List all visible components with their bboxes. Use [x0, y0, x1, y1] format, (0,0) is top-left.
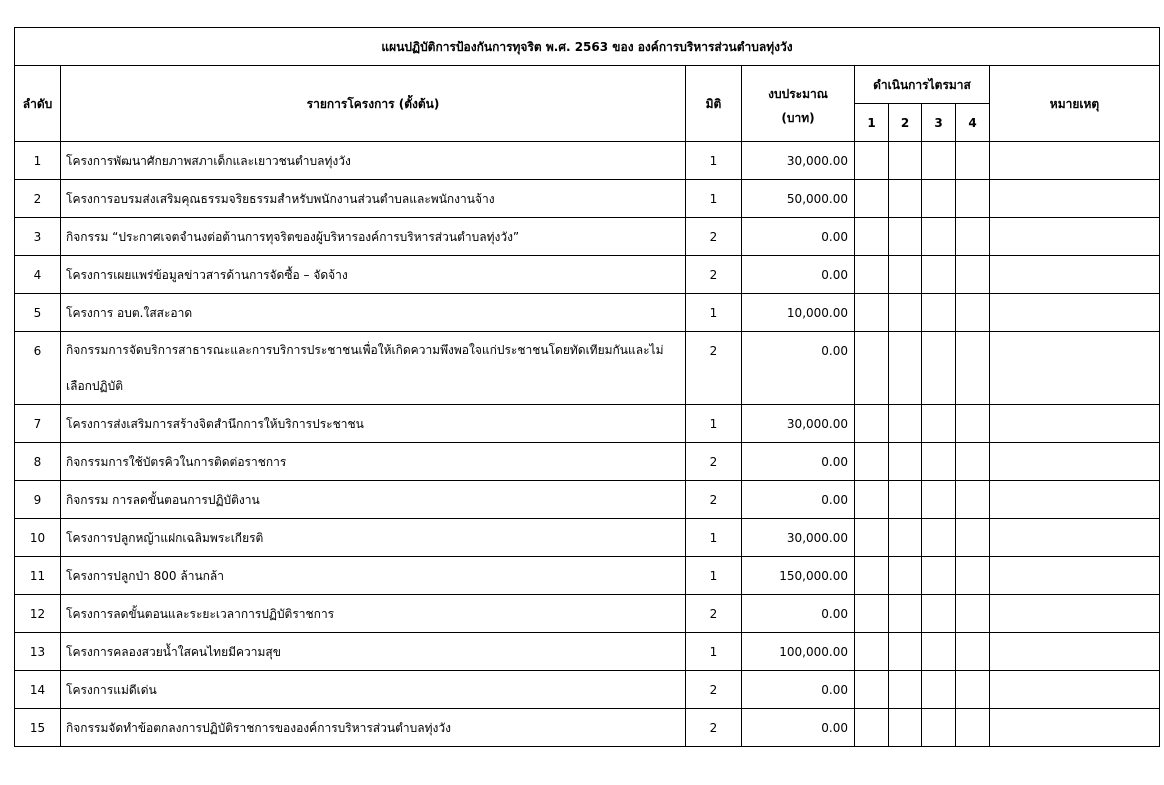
row-number: 13: [15, 633, 61, 671]
quarter-3-cell: [922, 481, 956, 519]
remarks-cell: [990, 443, 1160, 481]
budget-value: 10,000.00: [742, 294, 855, 332]
row-number: 9: [15, 481, 61, 519]
table-body: [15, 142, 1160, 747]
quarter-4-cell: [956, 595, 990, 633]
quarter-4-cell: [956, 142, 990, 180]
header-no: ลำดับ: [15, 66, 61, 142]
remarks-cell: [990, 595, 1160, 633]
budget-value: 0.00: [742, 443, 855, 481]
quarter-2-cell: [889, 671, 922, 709]
dimension-value: 2: [686, 595, 742, 633]
quarter-1-cell: [855, 256, 889, 294]
budget-value: 50,000.00: [742, 180, 855, 218]
quarter-3-cell: [922, 332, 956, 405]
quarter-3-cell: [922, 709, 956, 747]
remarks-cell: [990, 180, 1160, 218]
quarter-2-cell: [889, 519, 922, 557]
header-q1: 1: [855, 104, 889, 142]
header-q3: 3: [922, 104, 956, 142]
table-row: [15, 595, 1160, 633]
quarter-1-cell: [855, 671, 889, 709]
quarter-1-cell: [855, 218, 889, 256]
dimension-value: 1: [686, 519, 742, 557]
remarks-cell: [990, 633, 1160, 671]
remarks-cell: [990, 405, 1160, 443]
quarter-2-cell: [889, 332, 922, 405]
project-name: โครงการพัฒนาศักยภาพสภาเด็กและเยาวชนตำบลทุ่งวัง: [61, 142, 686, 180]
quarter-2-cell: [889, 709, 922, 747]
plan-table: [14, 27, 1160, 747]
quarter-2-cell: [889, 633, 922, 671]
budget-value: 100,000.00: [742, 633, 855, 671]
row-number: 8: [15, 443, 61, 481]
remarks-cell: [990, 709, 1160, 747]
dimension-value: 1: [686, 294, 742, 332]
quarter-2-cell: [889, 443, 922, 481]
quarter-3-cell: [922, 405, 956, 443]
dimension-value: 1: [686, 142, 742, 180]
quarter-3-cell: [922, 180, 956, 218]
table-row: [15, 405, 1160, 443]
table-row: [15, 481, 1160, 519]
project-name: โครงการปลูกหญ้าแฝกเฉลิมพระเกียรติ: [61, 519, 686, 557]
remarks-cell: [990, 671, 1160, 709]
quarter-1-cell: [855, 519, 889, 557]
row-number: 11: [15, 557, 61, 595]
quarter-1-cell: [855, 332, 889, 405]
table-row: [15, 256, 1160, 294]
table-row: [15, 218, 1160, 256]
document-title: แผนปฏิบัติการป้องกันการทุจริต พ.ศ. 2563 ของ องค์การบริหารส่วนตำบลทุ่งวัง: [15, 28, 1160, 66]
quarter-2-cell: [889, 294, 922, 332]
project-name: โครงการส่งเสริมการสร้างจิตสำนึกการให้บริการประชาชน: [61, 405, 686, 443]
budget-value: 0.00: [742, 709, 855, 747]
header-name: รายการโครงการ (ตั้งต้น): [61, 66, 686, 142]
quarter-4-cell: [956, 256, 990, 294]
quarter-3-cell: [922, 595, 956, 633]
row-number: 15: [15, 709, 61, 747]
quarter-2-cell: [889, 256, 922, 294]
budget-value: 0.00: [742, 671, 855, 709]
quarter-4-cell: [956, 443, 990, 481]
header-quarters: ดำเนินการไตรมาส: [855, 66, 990, 104]
quarter-1-cell: [855, 557, 889, 595]
remarks-cell: [990, 481, 1160, 519]
table-row: [15, 709, 1160, 747]
quarter-4-cell: [956, 519, 990, 557]
budget-value: 0.00: [742, 218, 855, 256]
quarter-1-cell: [855, 294, 889, 332]
table-row: [15, 633, 1160, 671]
header-budget-line2: (บาท): [742, 104, 855, 142]
quarter-4-cell: [956, 218, 990, 256]
quarter-4-cell: [956, 671, 990, 709]
quarter-4-cell: [956, 294, 990, 332]
quarter-1-cell: [855, 443, 889, 481]
quarter-4-cell: [956, 405, 990, 443]
row-number: 14: [15, 671, 61, 709]
remarks-cell: [990, 256, 1160, 294]
quarter-4-cell: [956, 180, 990, 218]
quarter-1-cell: [855, 481, 889, 519]
table-row: [15, 180, 1160, 218]
budget-value: 30,000.00: [742, 405, 855, 443]
row-number: 12: [15, 595, 61, 633]
dimension-value: 1: [686, 557, 742, 595]
budget-value: 150,000.00: [742, 557, 855, 595]
row-number: 6: [15, 332, 61, 405]
remarks-cell: [990, 519, 1160, 557]
project-name: กิจกรรม “ประกาศเจตจำนงต่อต้านการทุจริตของผู้บริหารองค์การบริหารส่วนตำบลทุ่งวัง”: [61, 218, 686, 256]
project-name: โครงการเผยแพร่ข้อมูลข่าวสารด้านการจัดซื้อ – จัดจ้าง: [61, 256, 686, 294]
quarter-4-cell: [956, 709, 990, 747]
quarter-3-cell: [922, 519, 956, 557]
quarter-3-cell: [922, 633, 956, 671]
dimension-value: 2: [686, 332, 742, 405]
dimension-value: 1: [686, 633, 742, 671]
project-name: กิจกรรมจัดทำข้อตกลงการปฏิบัติราชการขององค์การบริหารส่วนตำบลทุ่งวัง: [61, 709, 686, 747]
quarter-3-cell: [922, 443, 956, 481]
project-name: กิจกรรม การลดขั้นตอนการปฏิบัติงาน: [61, 481, 686, 519]
row-number: 4: [15, 256, 61, 294]
table-row: [15, 294, 1160, 332]
dimension-value: 2: [686, 671, 742, 709]
remarks-cell: [990, 294, 1160, 332]
quarter-4-cell: [956, 332, 990, 405]
project-name: กิจกรรมการจัดบริการสาธารณะและการบริการประชาชนเพื่อให้เกิดความพึงพอใจแก่ประชาชนโดยทัดเทียมกันและไม่เลือกปฏิบัติ: [61, 332, 686, 405]
remarks-cell: [990, 218, 1160, 256]
header-q4: 4: [956, 104, 990, 142]
header-budget-line1: งบประมาณ: [742, 66, 855, 104]
budget-value: 0.00: [742, 595, 855, 633]
header-dimension: มิติ: [686, 66, 742, 142]
quarter-1-cell: [855, 595, 889, 633]
quarter-1-cell: [855, 633, 889, 671]
quarter-3-cell: [922, 218, 956, 256]
budget-value: 30,000.00: [742, 519, 855, 557]
budget-value: 0.00: [742, 332, 855, 405]
quarter-1-cell: [855, 180, 889, 218]
row-number: 1: [15, 142, 61, 180]
quarter-4-cell: [956, 481, 990, 519]
table-row: [15, 443, 1160, 481]
quarter-3-cell: [922, 142, 956, 180]
table-row: [15, 142, 1160, 180]
quarter-3-cell: [922, 294, 956, 332]
quarter-1-cell: [855, 709, 889, 747]
quarter-3-cell: [922, 671, 956, 709]
budget-value: 30,000.00: [742, 142, 855, 180]
table-row: [15, 332, 1160, 405]
row-number: 7: [15, 405, 61, 443]
header-remarks: หมายเหตุ: [990, 66, 1160, 142]
dimension-value: 2: [686, 709, 742, 747]
project-name: โครงการลดขั้นตอนและระยะเวลาการปฏิบัติราชการ: [61, 595, 686, 633]
row-number: 5: [15, 294, 61, 332]
dimension-value: 1: [686, 405, 742, 443]
remarks-cell: [990, 332, 1160, 405]
dimension-value: 2: [686, 256, 742, 294]
project-name: โครงการ อบต.ใสสะอาด: [61, 294, 686, 332]
quarter-2-cell: [889, 595, 922, 633]
dimension-value: 2: [686, 218, 742, 256]
quarter-2-cell: [889, 481, 922, 519]
project-name: โครงการคลองสวยน้ำใสคนไทยมีความสุข: [61, 633, 686, 671]
remarks-cell: [990, 142, 1160, 180]
quarter-2-cell: [889, 405, 922, 443]
quarter-2-cell: [889, 218, 922, 256]
budget-value: 0.00: [742, 256, 855, 294]
header-q2: 2: [889, 104, 922, 142]
table-row: [15, 671, 1160, 709]
row-number: 10: [15, 519, 61, 557]
quarter-1-cell: [855, 142, 889, 180]
budget-value: 0.00: [742, 481, 855, 519]
dimension-value: 2: [686, 481, 742, 519]
dimension-value: 2: [686, 443, 742, 481]
project-name: โครงการแม่ดีเด่น: [61, 671, 686, 709]
quarter-4-cell: [956, 633, 990, 671]
quarter-2-cell: [889, 557, 922, 595]
table-row: [15, 557, 1160, 595]
quarter-2-cell: [889, 180, 922, 218]
quarter-4-cell: [956, 557, 990, 595]
quarter-3-cell: [922, 256, 956, 294]
quarter-3-cell: [922, 557, 956, 595]
row-number: 3: [15, 218, 61, 256]
table-row: [15, 519, 1160, 557]
row-number: 2: [15, 180, 61, 218]
dimension-value: 1: [686, 180, 742, 218]
quarter-1-cell: [855, 405, 889, 443]
quarter-2-cell: [889, 142, 922, 180]
project-name: กิจกรรมการใช้บัตรคิวในการติดต่อราชการ: [61, 443, 686, 481]
remarks-cell: [990, 557, 1160, 595]
project-name: โครงการอบรมส่งเสริมคุณธรรมจริยธรรมสำหรับพนักงานส่วนตำบลและพนักงานจ้าง: [61, 180, 686, 218]
project-name: โครงการปลูกป่า 800 ล้านกล้า: [61, 557, 686, 595]
